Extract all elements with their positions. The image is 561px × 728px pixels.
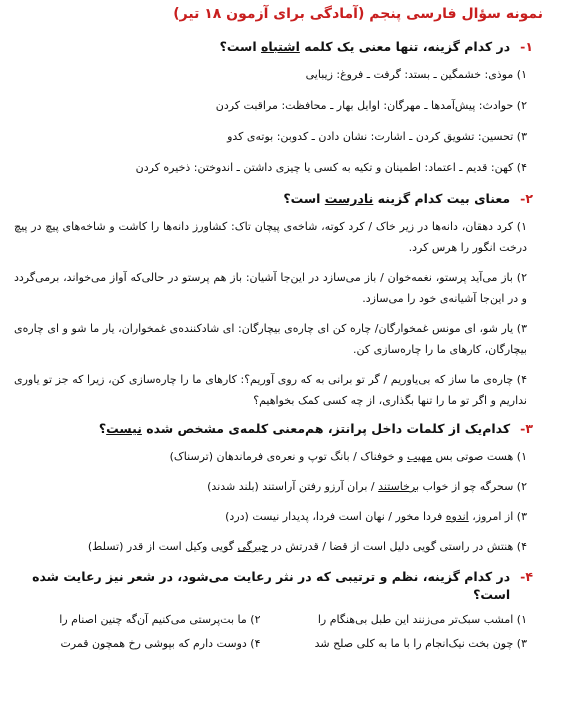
highlighted-word: برخاستند — [378, 480, 420, 493]
option-3: ۳) تحسین: تشویق کردن ـ اشارت: نشان دادن ـ کدوبن: بوته‌ی کدو — [227, 130, 527, 143]
underlined-word: نادرست — [324, 191, 374, 206]
option-2: ۲) باز می‌آید پرستو، نغمه‌خوان / باز می‌سازد در این‌جا آشیان: باز هم پرستو در حالی‌که آواز می‌خواند، برمی‌گردد و در این‌جا آشیانه‌ی خود را می‌سازد. — [14, 271, 527, 305]
stem-text: در کدام گزینه، نظم و ترتیبی که در نثر رعایت می‌شود، در شعر نیز رعایت شده است؟ — [32, 569, 511, 602]
option-1: ۱) هست صوتی بس مهیب و خوفناک / بانگ توپ و نعره‌ی فرماندهان (ترسناک) — [169, 450, 527, 463]
question-1 — [14, 38, 545, 176]
question-number: ۲- — [520, 191, 533, 206]
question-3 — [14, 420, 545, 555]
highlighted-word: مهیب — [406, 450, 433, 463]
option-4: ۴) هنتش در راستی گویی دلیل است از قضا / قدرتش در چیرگی گویی وکیل است از قدر (تسلط) — [87, 540, 527, 553]
page-title: نمونه سؤال فارسی پنجم (آمادگی برای آزمون ۱۸ تیر) — [173, 6, 543, 22]
option-4: ۴) کهن: قدیم ـ اعتماد: اطمینان و تکیه به کسی یا چیزی داشتن ـ اندوختن: ذخیره کردن — [135, 161, 527, 174]
question-stem — [14, 38, 545, 56]
option-3: ۳) یار شو، ای مونس غمخوارگان/ چاره کن ای چاره‌ی بیچارگان: ای شادکننده‌ی غمخواران، یار ما شو و ای چاره‌ی بیچارگان، کارهای ما را چاره‌سازی کن. — [14, 322, 527, 356]
stem-text: در کدام گزینه، تنها معنی یک کلمه اشتباه است؟ — [219, 39, 511, 54]
question-stem — [14, 420, 545, 438]
question-4 — [14, 568, 545, 652]
highlighted-word: اندوه — [445, 510, 469, 523]
option-4: ۴) دوست دارم که بپوشی رخ همچون قمرت — [60, 637, 261, 650]
option-4: ۴) چاره‌ی ما ساز که بی‌یاوریم / گر تو برانی به که روی آوریم؟: کارهای ما را چاره‌سازی کن، زیرا که جز تو یاوری نداریم و اگر تو ما را تنها بگذاری، از چه کسی کمک بخواهیم؟ — [14, 373, 527, 407]
option-3: ۳) چون بخت نیک‌انجام را با ما به کلی صلح شد — [314, 637, 527, 650]
question-number: ۱- — [520, 39, 533, 54]
question-stem — [14, 568, 545, 604]
question-number: ۳- — [520, 421, 533, 436]
option-3: ۳) از امروز، اندوه فردا مخور / نهان است فردا، پدیدار نیست (درد) — [225, 510, 527, 523]
option-2: ۲) سحرگه چو از خواب برخاستند / بران آرزو رفتن آراستند (بلند شدند) — [207, 480, 527, 493]
option-1: ۱) موذی: خشمگین ـ بستد: گرفت ـ فروغ: زیبایی — [305, 68, 527, 81]
underlined-word: اشتباه — [261, 39, 300, 54]
options-grid — [14, 612, 527, 652]
option-2: ۲) حوادث: پیش‌آمدها ـ مهرگان: اوایل بهار ـ محافظت: مراقبت کردن — [215, 99, 527, 112]
option-1: ۱) امشب سبک‌تر می‌زنند این طبل بی‌هنگام را — [317, 613, 527, 626]
option-2: ۲) ما بت‌پرستی می‌کنیم آن‌گه چنین اصنام را — [59, 613, 261, 626]
stem-text: کدام‌یک از کلمات داخل پرانتز، هم‌معنی کلمه‌ی مشخص شده نیست؟ — [98, 421, 511, 436]
question-number: ۴- — [520, 569, 533, 584]
option-1: ۱) کرد دهقان، دانه‌ها در زیر خاک / کرد کوته، شاخه‌ی پیچان تاک: کشاورز دانه‌ها را کاشت و شاخه‌های پیچ در پیچ درخت انگور را هرس کرد. — [14, 220, 527, 254]
question-2 — [14, 190, 545, 411]
underlined-word: نیست — [106, 421, 142, 436]
stem-text: معنای بیت کدام گزینه نادرست است؟ — [283, 191, 511, 206]
question-stem — [14, 190, 545, 208]
highlighted-word: چیرگی — [237, 540, 269, 553]
